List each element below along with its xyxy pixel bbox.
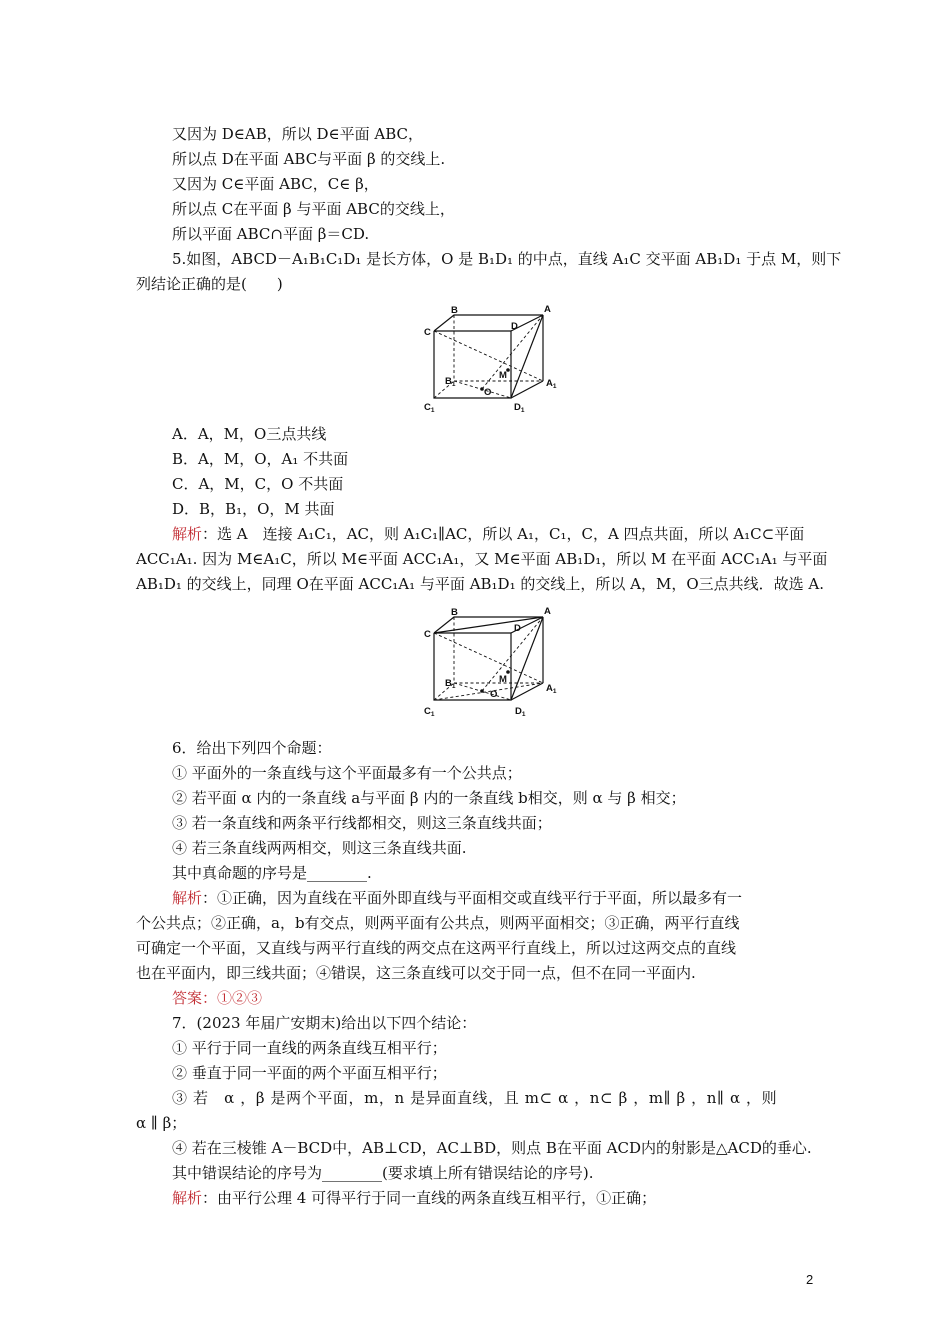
label-c1: $C_1$ — [424, 402, 435, 414]
solution-6: 也在平面内，即三线共面；④错误，这三条直线可以交于同一点，但不在同一平面内. — [136, 964, 696, 982]
proposition: ④ 若三条直线两两相交，则这三条直线共面. — [172, 839, 467, 857]
label-b: B — [451, 305, 458, 316]
answer-6 — [172, 988, 262, 1008]
hidden-line-oa — [482, 617, 543, 691]
answer-text: ：①②③ — [202, 989, 263, 1007]
option-c: C．A，M，C，O 不共面 — [172, 475, 344, 493]
label-a1: $A_1$ — [546, 683, 557, 695]
solution-5 — [172, 524, 804, 544]
label-d: D — [514, 623, 521, 634]
solution-text: ：由平行公理 4 可得平行于同一直线的两条直线互相平行，①正确； — [202, 1189, 657, 1207]
conclusion: ③ 若 α ，β 是两个平面，m，n 是异面直线，且 m⊂ α ，n⊂ β ，m∥ β ，n∥ α ，则 — [172, 1089, 778, 1107]
question-6-stem: 6．给出下列四个命题： — [172, 739, 332, 757]
proposition: ③ 若一条直线和两条平行线都相交，则这三条直线共面； — [172, 814, 552, 832]
label-c1: $C_1$ — [424, 706, 435, 718]
option-a: A．A，M，O三点共线 — [172, 425, 327, 443]
label-a: A — [544, 606, 551, 617]
label-m: M — [499, 370, 507, 381]
edge-d1a1 — [511, 381, 543, 398]
solution-7 — [172, 1188, 656, 1208]
page-number: 2 — [806, 1272, 814, 1287]
point-o — [480, 689, 484, 693]
label-d: D — [511, 321, 518, 332]
option-b: B．A，M，O，A₁ 不共面 — [172, 450, 349, 468]
solution-text: ：选 A 连接 A₁C₁，AC，则 A₁C₁∥AC，所以 A₁，C₁，C，A 四点共面，所以 A₁C⊂平面 — [202, 525, 805, 543]
label-o: O — [484, 387, 492, 398]
label-a: A — [544, 304, 551, 315]
conclusion: ① 平行于同一直线的两条直线互相平行； — [172, 1039, 447, 1057]
solution-label: 解析 — [172, 1189, 203, 1207]
question-5-stem: 5.如图，ABCD－A₁B₁C₁D₁ 是长方体，O 是 B₁D₁ 的中点，直线 A₁C 交平面 AB₁D₁ 于点 M，则下 — [172, 250, 842, 268]
solution-6: 可确定一个平面，又直线与两平行直线的两交点在这两平行直线上，所以过这两交点的直线 — [136, 939, 737, 957]
conclusion: α ∥ β； — [136, 1114, 187, 1132]
label-b: B — [451, 607, 458, 618]
proposition: ② 若平面 α 内的一条直线 a与平面 β 内的一条直线 b相交，则 α 与 β 相交； — [172, 789, 686, 807]
label-b1: $B_1$ — [445, 678, 456, 690]
solution-5: ACC₁A₁. 因为 M∈A₁C，所以 M∈平面 ACC₁A₁，又 M∈平面 AB₁D₁，所以 M 在平面 ACC₁A₁ 与平面 — [136, 550, 828, 568]
label-d1: $D_1$ — [514, 402, 525, 414]
proposition: ① 平面外的一条直线与这个平面最多有一个公共点； — [172, 764, 522, 782]
label-o: O — [490, 689, 498, 700]
top-face — [434, 315, 543, 331]
question-7-ask: 其中错误结论的序号为________(要求填上所有错误结论的序号). — [172, 1164, 594, 1182]
label-d1: $D_1$ — [515, 706, 526, 718]
label-c: C — [424, 629, 431, 640]
front-face — [434, 331, 511, 398]
solution-6: 个公共点；②正确，a，b有交点，则两平面有公共点，则两平面相交；③正确，两平行直线 — [136, 914, 740, 932]
question-5-stem: 列结论正确的是( ) — [136, 275, 283, 293]
solution-5: AB₁D₁ 的交线上，同理 O在平面 ACC₁A₁ 与平面 AB₁D₁ 的交线上，所以 A，M，O三点共线．故选 A. — [136, 575, 824, 593]
label-a1: $A_1$ — [546, 378, 557, 390]
label-m: M — [499, 674, 507, 685]
text-line: 又因为 C∈平面 ABC，C∈ β， — [172, 175, 379, 193]
text-line: 所以点 C在平面 β 与平面 ABC的交线上， — [172, 200, 455, 218]
label-b1: $B_1$ — [445, 376, 456, 388]
question-7-stem: 7．(2023 年届广安期末)给出以下四个结论： — [172, 1014, 477, 1032]
solution-text: ：①正确，因为直线在平面外即直线与平面相交或直线平行于平面，所以最多有一 — [202, 889, 743, 907]
cuboid-figure — [420, 300, 560, 420]
solution-6 — [172, 888, 742, 908]
solution-label: 解析 — [172, 525, 203, 543]
text-line: 又因为 D∈AB，所以 D∈平面 ABC， — [172, 125, 424, 143]
question-6-ask: 其中真命题的序号是________. — [172, 864, 372, 882]
conclusion: ② 垂直于同一平面的两个平面互相平行； — [172, 1064, 447, 1082]
label-c: C — [424, 327, 431, 338]
conclusion: ④ 若在三棱锥 A－BCD中，AB⊥CD，AC⊥BD，则点 B在平面 ACD内的射影是△ACD的垂心. — [172, 1139, 812, 1157]
text-line: 所以平面 ABC∩平面 β＝CD. — [172, 225, 370, 243]
option-d: D．B，B₁，O，M 共面 — [172, 500, 335, 518]
text-line: 所以点 D在平面 ABC与平面 β 的交线上. — [172, 150, 446, 168]
cuboid-figure-solution — [420, 602, 560, 722]
solution-label: 解析 — [172, 889, 203, 907]
answer-label: 答案 — [172, 989, 203, 1007]
